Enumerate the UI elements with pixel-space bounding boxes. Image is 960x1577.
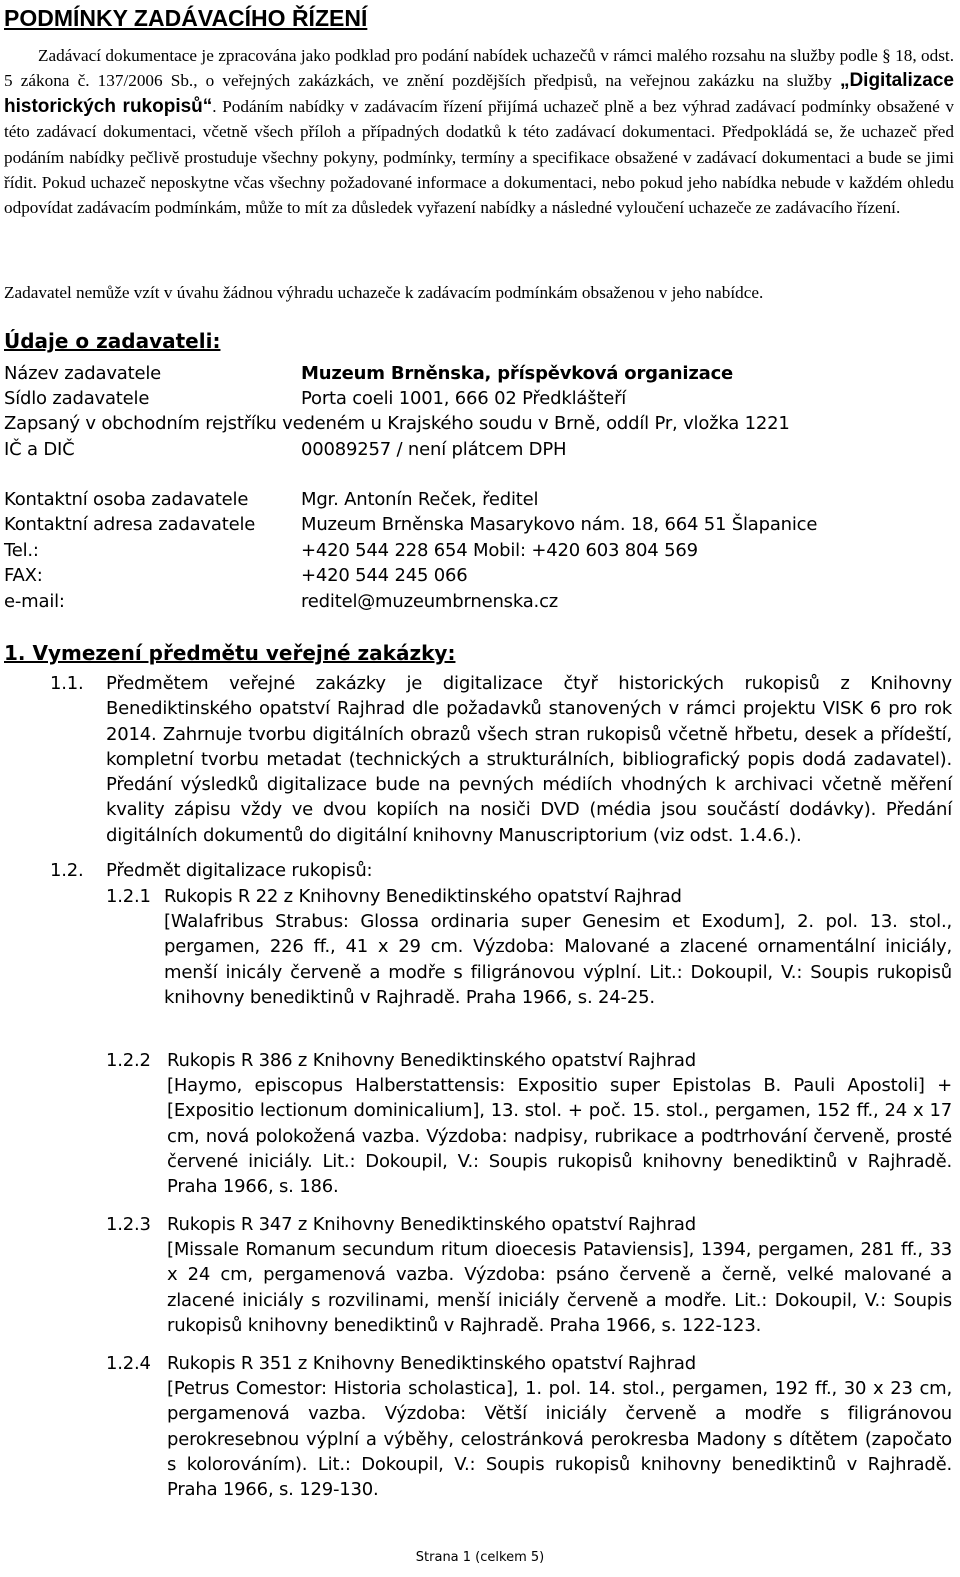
section-1-1-text: Předmětem veřejné zakázky je digitalizace čtyř historických rukopisů z Knihovny Benediktinského opatství Rajhrad dle požadavků stanovených v rámci projektu VISK 6 pro rok 2014. Zahrnuje tvorbu digitálních obrazů všech stran rukopisů včetně hřbetu, desek a přídeští, kompletní tvorbu metadat (technických a strukturálních, bibliografický popis dodá zadavatel). Předání výsledků digitalizace bude na pevných médiích vhodných k archivaci včetně měření kvality zápisu vždy ve dvou kopiích na nosiči DVD (média jsou součástí dodávky). Předání digitálních dokumentů do digitální knihovny Manuscriptorium (viz odst. 1.4.6.). [106,673,952,846]
authority-id-row [4,437,954,462]
authority-seat-label: Sídlo zadavatele [4,388,150,409]
item-1-2-3-description: [Missale Romanum secundum ritum dioecesis Pataviensis], 1394, pergamen, 281 ff., 33 x 24 cm, pergamenová vazba. Výzdoba: psáno červeně a černě, velké malované a zlacené iniciály s rozvilinami, menší iniciály červeně a modře. Lit.: Dokoupil, V.: Soupis rukopisů knihovny benediktinů v Rajhradě. Praha 1966, s. 122-123. [167,1239,952,1336]
item-1-2-4-title: Rukopis R 351 z Knihovny Benediktinského opatství Rajhrad [167,1353,696,1374]
item-1-2-3-title: Rukopis R 347 z Knihovny Benediktinského opatství Rajhrad [167,1214,696,1235]
authority-id-label: IČ a DIČ [4,439,75,460]
email-label: e-mail: [4,591,65,612]
authority-name-value: Muzeum Brněnska, příspěvková organizace [301,363,734,384]
authority-seat-value: Porta coeli 1001, 666 02 Předklášteří [301,388,627,409]
item-1-2-1-title: Rukopis R 22 z Knihovny Benediktinského opatství Rajhrad [164,886,682,907]
item-1-2-4-number: 1.2.4 [106,1353,151,1374]
authority-name-label: Název zadavatele [4,363,162,384]
page-footer: Strana 1 (celkem 5) [415,1550,545,1565]
intro-text-part2: . Podáním nabídky v zadávacím řízení přijímá uchazeč plně a bez výhrad zadávací podmínky obsažené v této zadávací dokumentaci, včetně všech příloh a případných dodatků k této zadávací dokumentaci. Předpokládá se, že uchazeč před podáním nabídky pečlivě prostuduje všechny pokyny, podmínky, termíny a specifikace obsažené v zadávací dokumentaci a bude se jimi řídit. Pokud uchazeč neposkytne včas všechny požadované informace a dokumentaci, nebo pokud jeho nabídka nebude v každém ohledu odpovídat zadávacím podmínkám, může to mít za důsledek vyřazení nabídky a následné vyloučení uchazeče ze zadávacího řízení. [4,96,954,218]
phone-row [4,538,954,563]
email-value: reditel@muzeumbrnenska.cz [301,591,559,612]
authority-id-value: 00089257 / není plátcem DPH [301,439,567,460]
contact-person-label: Kontaktní osoba zadavatele [4,489,249,510]
fax-row [4,563,954,588]
item-1-2-2-title: Rukopis R 386 z Knihovny Benediktinského opatství Rajhrad [167,1050,696,1071]
authority-registry: Zapsaný v obchodním rejstříku vedeném u Krajského soudu v Brně, oddíl Pr, vložka 1221 [4,413,790,434]
intro-paragraph [4,43,954,221]
intro-text-part1: Zadávací dokumentace je zpracována jako podklad pro podání nabídek uchazečů v rámci malého rozsahu na služby podle § 18, odst. 5 zákona č. 137/2006 Sb., o veřejných zakázkách, ve znění pozdějších předpisů, na veřejnou zakázku na služby [4,46,954,91]
document-title: PODMÍNKY ZADÁVACÍHO ŘÍZENÍ [4,5,368,31]
contact-address-value: Muzeum Brněnska Masarykovo nám. 18, 664 51 Šlapanice [301,514,818,535]
contact-address-label: Kontaktní adresa zadavatele [4,514,256,535]
authority-heading: Údaje o zadavateli: [4,329,221,353]
email-row [4,589,954,614]
contact-person-value: Mgr. Antonín Reček, ředitel [301,489,539,510]
fax-value: +420 544 245 066 [301,565,468,586]
section-1-2-title: Předmět digitalizace rukopisů: [106,860,373,881]
item-1-2-3-number: 1.2.3 [106,1214,151,1235]
item-1-2-1-description: [Walafribus Strabus: Glossa ordinaria super Genesim et Exodum], 2. pol. 13. stol., pergamen, 226 ff., 41 x 29 cm. Výzdoba: Malované a zlacené ornamentální iniciály, menší inicály červeně a modře s filigránovou výplní. Lit.: Dokoupil, V.: Soupis rukopisů knihovny benediktinů v Rajhradě. Praha 1966, s. 24-25. [164,911,952,1008]
authority-seat-row [4,386,954,411]
item-1-2-1-number: 1.2.1 [106,886,151,907]
item-1-2-2-description: [Haymo, episcopus Halberstattensis: Expositio super Epistolas B. Pauli Apostoli] + [Expositio lectionum dominicalium], 13. stol. + poč. 15. stol., pergamen, 152 ff., 24 x 17 cm, nová polokožená vazba. Výzdoba: nadpisy, rubrikace a podtrhování červeně, prosté červené iniciály. Lit.: Dokoupil, V.: Soupis rukopisů knihovny benediktinů v Rajhradě. Praha 1966, s. 186. [167,1075,952,1198]
phone-value: +420 544 228 654 Mobil: +420 603 804 569 [301,540,698,561]
contact-person-row [4,487,954,512]
section-1-heading: 1. Vymezení předmětu veřejné zakázky: [4,641,456,665]
item-1-2-2-number: 1.2.2 [106,1050,151,1071]
fax-label: FAX: [4,565,43,586]
project-name: „Digitalizace historických rukopisů“ [4,70,954,117]
contact-address-row [4,512,954,537]
authority-registry-row [4,411,954,436]
authority-name-row [4,361,954,386]
item-1-2-4-description: [Petrus Comestor: Historia scholastica], 1. pol. 14. stol., pergamen, 192 ff., 30 x 23 cm, pergamenová vazba. Výzdoba: Větší iniciály červeně a modře s filigránovou perokresebnou výplní a výběhy, celostránková perokresba Madony s dítětem (započato s kolorováním). Lit.: Dokoupil, V.: Soupis rukopisů knihovny benediktinů v Rajhradě. Praha 1966, s. 129-130. [167,1378,952,1501]
phone-label: Tel.: [4,540,39,561]
section-1-1-number: 1.1. [50,673,84,694]
intro-paragraph-2: Zadavatel nemůže vzít v úvahu žádnou výhradu uchazeče k zadávacím podmínkám obsaženou v jeho nabídce. [4,283,764,302]
section-1-2-number: 1.2. [50,860,84,881]
